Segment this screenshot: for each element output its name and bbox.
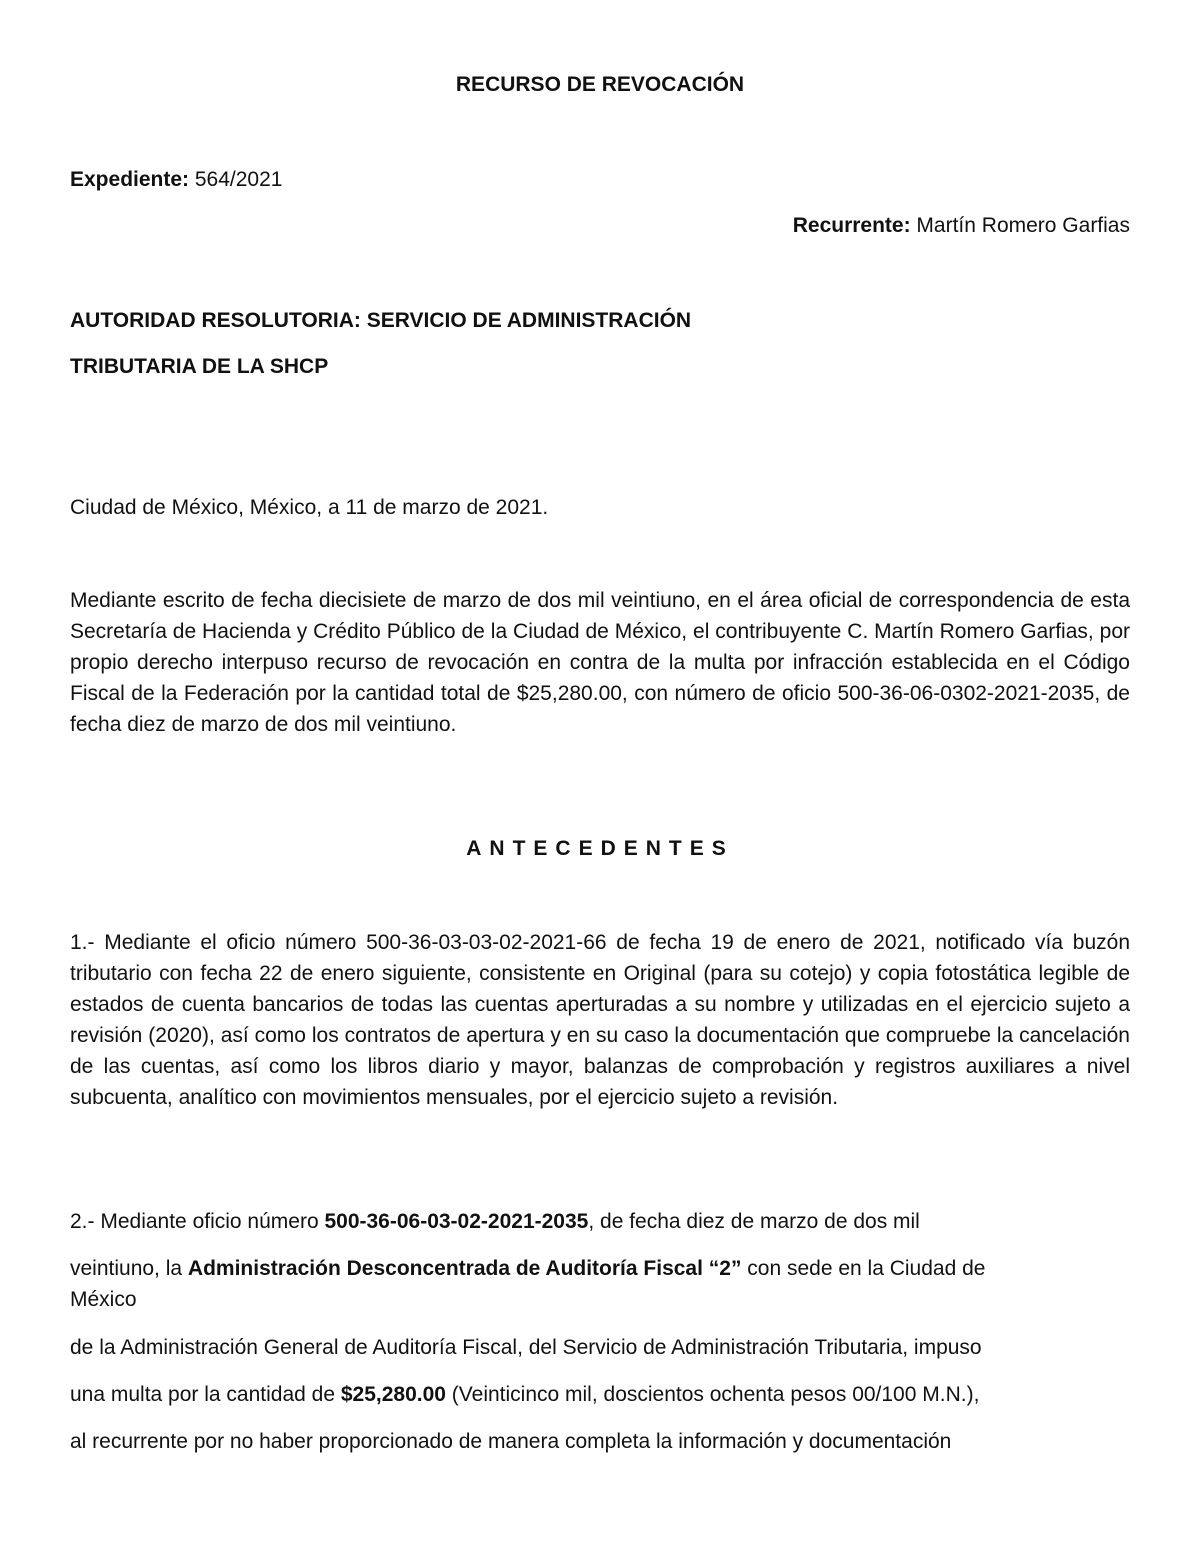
antecedente-2-line-1 xyxy=(70,1209,920,1235)
antecedente-2-line-4: de la Administración General de Auditoría Fiscal, del Servicio de Administración Tributaria, impuso xyxy=(70,1336,982,1359)
expediente-label: Expediente: xyxy=(70,168,190,191)
document-title: RECURSO DE REVOCACIÓN xyxy=(455,73,745,96)
expediente-value: 564/2021 xyxy=(189,168,283,191)
authority-name: Administración Desconcentrada de Auditoría Fiscal “2” xyxy=(187,1257,742,1280)
antecedente-2-text: 2.- Mediante oficio número xyxy=(70,1210,325,1233)
antecedente-2-text: veintiuno, la xyxy=(70,1257,188,1280)
antecedente-2-text: con sede en la Ciudad de xyxy=(741,1257,986,1280)
antecedente-2-line-6: al recurrente por no haber proporcionado de manera completa la información y documentación xyxy=(70,1430,952,1453)
expediente-line xyxy=(70,167,282,193)
antecedente-2-text: , de fecha diez de marzo de dos mil xyxy=(588,1210,920,1233)
intro-paragraph: Mediante escrito de fecha diecisiete de marzo de dos mil veintiuno, en el área oficial de correspondencia de esta Secretaría de Hacienda y Crédito Público de la Ciudad de México, el contribuyente C. Martín Romero Garfias, por propio derecho interpuso recurso de revocación en contra de la multa por infracción establecida en el Código Fiscal de la Federación por la cantidad total de $25,280.00, con número de oficio 500-36-06-0302-2021-2035, de fecha diez de marzo de dos mil veintiuno. xyxy=(70,589,1130,736)
oficio-number: 500-36-06-03-02-2021-2035 xyxy=(324,1210,589,1233)
document-page xyxy=(70,0,1130,1553)
recurrente-line xyxy=(793,213,1130,239)
autoridad-line-2: TRIBUTARIA DE LA SHCP xyxy=(70,355,329,378)
autoridad-line-1: AUTORIDAD RESOLUTORIA: SERVICIO DE ADMINISTRACIÓN xyxy=(70,309,692,332)
place-date: Ciudad de México, México, a 11 de marzo de 2021. xyxy=(70,496,549,519)
recurrente-value: Martín Romero Garfias xyxy=(910,214,1130,237)
antecedente-2-line-2 xyxy=(70,1256,1130,1282)
recurrente-label: Recurrente: xyxy=(792,214,911,237)
fine-amount: $25,280.00 xyxy=(340,1383,446,1406)
antecedente-1: 1.- Mediante el oficio número 500-36-03-03-02-2021-66 de fecha 19 de enero de 2021, notificado vía buzón tributario con fecha 22 de enero siguiente, consistente en Original (para su cotejo) y copia fotostática legible de estados de cuenta bancarios de todas las cuentas aperturadas a su nombre y utilizadas en el ejercicio sujeto a revisión (2020), así como los contratos de apertura y en su caso la documentación que compruebe la cancelación de las cuentas, así como los libros diario y mayor, balanzas de comprobación y registros auxiliares a nivel subcuenta, analítico con movimientos mensuales, por el ejercicio sujeto a revisión. xyxy=(70,931,1130,1109)
antecedente-2-text: una multa por la cantidad de xyxy=(70,1383,341,1406)
antecedente-2-line-3: México xyxy=(70,1288,137,1311)
antecedente-2-line-5 xyxy=(70,1382,979,1408)
antecedente-2-text: (Veinticinco mil, doscientos ochenta pesos 00/100 M.N.), xyxy=(445,1383,980,1406)
section-heading: ANTECEDENTES xyxy=(466,837,734,860)
